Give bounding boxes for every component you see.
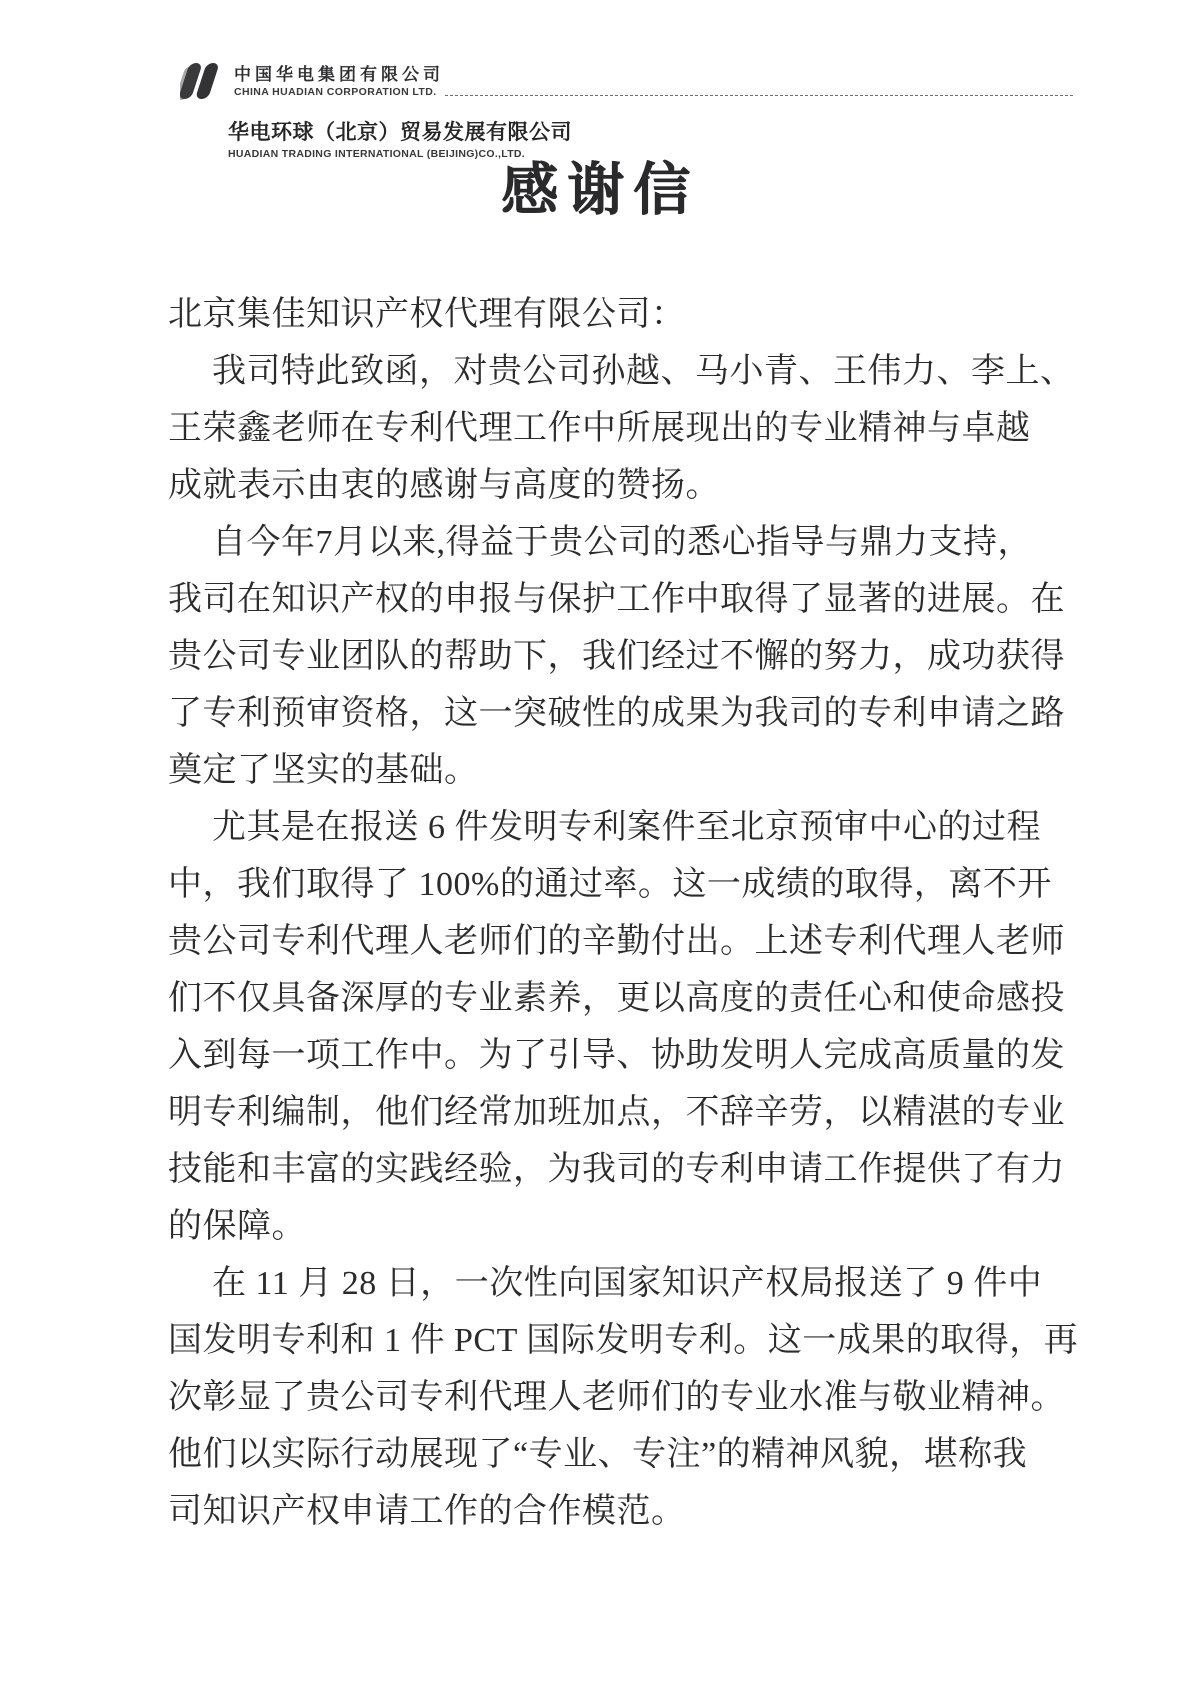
paragraph-line: 明专利编制，他们经常加班加点，不辞辛劳，以精湛的专业 xyxy=(168,1094,1065,1131)
letter-body xyxy=(168,286,1079,1540)
paragraph-3 xyxy=(168,799,1065,1255)
letterhead-subsidiary xyxy=(228,116,1075,160)
letterhead-top-row xyxy=(180,60,1075,107)
company-name-en: HUADIAN TRADING INTERNATIONAL (BEIJING)CO.,LTD. xyxy=(228,148,526,160)
group-name-en: CHINA HUADIAN CORPORATION LTD. xyxy=(234,86,437,98)
huadian-flag-logo-icon xyxy=(180,62,226,107)
paragraph-line: 了专利预审资格，这一突破性的成果为我司的专利申请之路 xyxy=(168,695,1065,732)
paragraph-4 xyxy=(168,1255,1079,1540)
paragraph-line: 们不仅具备深厚的专业素养，更以高度的责任心和使命感投 xyxy=(168,980,1065,1017)
paragraph-line: 国发明专利和 1 件 PCT 国际发明专利。这一成果的取得，再 xyxy=(168,1322,1079,1359)
paragraph-line: 自今年7月以来,得益于贵公司的悉心指导与鼎力支持， xyxy=(212,524,1032,561)
paragraph-line: 次彰显了贵公司专利代理人老师们的专业水准与敬业精神。 xyxy=(168,1379,1065,1416)
paragraph-line: 成就表示由衷的感谢与高度的赞扬。 xyxy=(168,467,720,504)
paragraph-line: 的保障。 xyxy=(168,1208,306,1245)
paragraph-line: 我司特此致函，对贵公司孙越、马小青、王伟力、李上、 xyxy=(212,353,1075,390)
paragraph-line: 司知识产权申请工作的合作模范。 xyxy=(168,1493,686,1530)
paragraph-line: 贵公司专业团队的帮助下，我们经过不懈的努力，成功获得 xyxy=(168,638,1065,675)
paragraph-line: 奠定了坚实的基础。 xyxy=(168,752,479,789)
paragraph-line: 入到每一项工作中。为了引导、协助发明人完成高质量的发 xyxy=(168,1037,1065,1074)
paragraph-line: 中，我们取得了 100%的通过率。这一成绩的取得，离不开 xyxy=(168,866,1052,903)
letter-title: 感谢信 xyxy=(501,159,699,222)
paragraph-line: 贵公司专利代理人老师们的辛勤付出。上述专利代理人老师 xyxy=(168,923,1065,960)
paragraph-1 xyxy=(168,343,1075,514)
company-name-cn: 华电环球（北京）贸易发展有限公司 xyxy=(228,121,572,144)
paragraph-line: 王荣鑫老师在专利代理工作中所展现出的专业精神与卓越 xyxy=(168,410,1031,447)
paragraph-line: 尤其是在报送 6 件发明专利案件至北京预审中心的过程 xyxy=(212,809,1041,846)
group-name-en-row xyxy=(234,86,1075,98)
group-name-cn: 中国华电集团有限公司 xyxy=(234,65,444,84)
salutation: 北京集佳知识产权代理有限公司： xyxy=(168,296,686,333)
letterhead-names xyxy=(234,60,1075,98)
paragraph-2 xyxy=(168,514,1065,799)
paragraph-line: 技能和丰富的实践经验，为我司的专利申请工作提供了有力 xyxy=(168,1151,1065,1188)
paragraph-line: 我司在知识产权的申报与保护工作中取得了显著的进展。在 xyxy=(168,581,1065,618)
letterhead xyxy=(180,60,1075,160)
letterhead-dotted-rule xyxy=(445,93,1075,96)
paragraph-line: 在 11 月 28 日，一次性向国家知识产权局报送了 9 件中 xyxy=(212,1265,1043,1302)
paragraph-line: 他们以实际行动展现了“专业、专注”的精神风貌，堪称我 xyxy=(168,1436,1028,1473)
